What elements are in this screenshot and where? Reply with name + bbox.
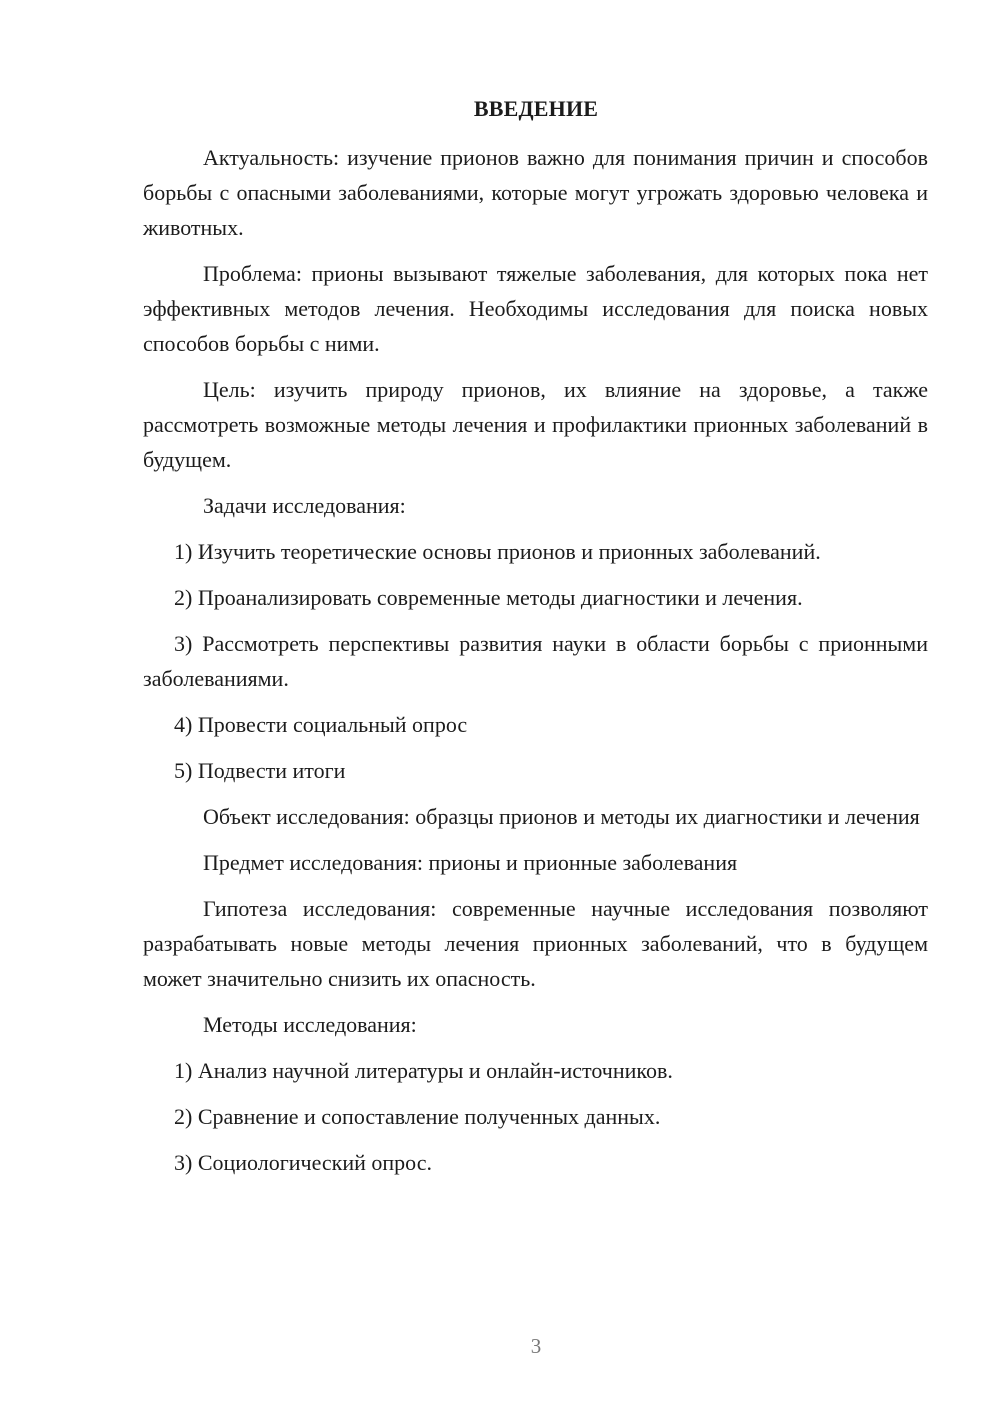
subject-paragraph: Предмет исследования: прионы и прионные заболевания (203, 850, 738, 875)
method-item: 2) Сравнение и сопоставление полученных данных. (174, 1104, 661, 1129)
methods-heading: Методы исследования: (203, 1012, 417, 1037)
object-paragraph: Объект исследования: образцы прионов и методы их диагностики и лечения (203, 804, 920, 829)
relevance-paragraph: Актуальность: изучение прионов важно для понимания причин и способов борьбы с опасными заболеваниями, которые могут угрожать здоровью человека и животных. (143, 145, 928, 240)
page-number: 3 (530, 1334, 542, 1358)
task-item: 3) Рассмотреть перспективы развития науки в области борьбы с прионными заболеваниями. (143, 631, 928, 691)
tasks-heading: Задачи исследования: (203, 493, 406, 518)
task-item: 1) Изучить теоретические основы прионов и прионных заболеваний. (174, 539, 821, 564)
method-item: 3) Социологический опрос. (174, 1150, 432, 1175)
goal-paragraph: Цель: изучить природу прионов, их влияние на здоровье, а также рассмотреть возможные методы лечения и профилактики прионных заболеваний в будущем. (143, 377, 928, 472)
problem-paragraph: Проблема: прионы вызывают тяжелые заболевания, для которых пока нет эффективных методов лечения. Необходимы исследования для поиска новых способов борьбы с ними. (143, 261, 928, 356)
page-body (143, 140, 928, 1191)
method-item: 1) Анализ научной литературы и онлайн-источников. (174, 1058, 673, 1083)
task-item: 2) Проанализировать современные методы диагностики и лечения. (174, 585, 803, 610)
task-item: 5) Подвести итоги (174, 758, 346, 783)
task-item: 4) Провести социальный опрос (174, 712, 468, 737)
hypothesis-paragraph: Гипотеза исследования: современные научные исследования позволяют разрабатывать новые методы лечения прионных заболеваний, что в будущем может значительно снизить их опасность. (143, 896, 928, 991)
page-title: ВВЕДЕНИЕ (473, 96, 599, 121)
